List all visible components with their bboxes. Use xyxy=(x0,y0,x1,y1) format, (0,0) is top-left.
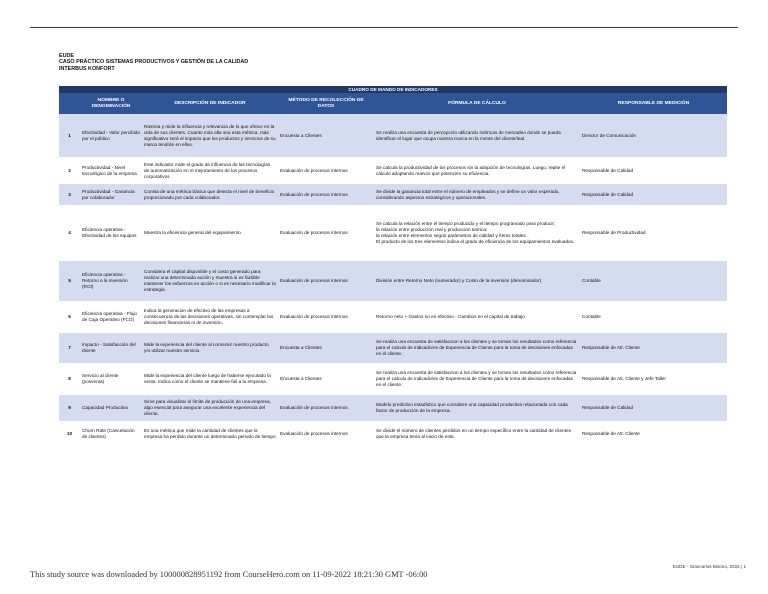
table-row xyxy=(59,301,727,333)
document-header xyxy=(59,53,248,72)
kpi-table xyxy=(59,86,727,446)
indicator-name: Eficiencia operativa - Flujo de Caja Operativo (FCO) xyxy=(80,301,142,333)
column-header-responsible: RESPONSABLE DE MEDICIÓN xyxy=(580,93,727,114)
table-row xyxy=(59,205,727,261)
responsible: Contable xyxy=(580,301,727,333)
responsible: Director de Comunicación xyxy=(580,114,727,157)
collection-method: Evaluación de procesos internos xyxy=(278,395,374,421)
collection-method: Evaluación de procesos internos xyxy=(278,205,374,261)
header-institution: EUDE xyxy=(59,53,74,59)
calculation-formula: Retorno neto + Gastos no en efectivo - Cambios en el capital de trabajo xyxy=(374,301,580,333)
indicator-name: Productividad - Nivel tecnológico de la empresa xyxy=(80,157,142,184)
row-number: 4 xyxy=(59,205,80,261)
column-header-number xyxy=(59,93,80,114)
table-row xyxy=(59,184,727,205)
collection-method: Encuesta a Clientes xyxy=(278,333,374,363)
header-company: INTERBUS KONFORT xyxy=(59,65,115,72)
indicator-description: Mide la experiencia del cliente luego de haberse ejecutado la venta. Indica como el cliente se mantiene fiel a la empresa. xyxy=(142,363,278,395)
column-header-name: NOMBRE O DENOMINACIÓN xyxy=(80,93,142,114)
indicator-description: Es una métrica que mide la cantidad de clientes que la empresa ha perdido durante un determinado periodo de tiempo xyxy=(142,421,278,446)
table-row xyxy=(59,363,727,395)
indicator-description: Indica la generacion de efectivo de las empresas a consecuencia de las decisiones operativas, sin contemplar las decisiones financieras ni de inversión. xyxy=(142,301,278,333)
indicator-name: Eficiencia operativa - Retorno a la inversión (ROI) xyxy=(80,261,142,301)
responsible: Responsable de Calidad xyxy=(580,157,727,184)
indicator-name: Impacto - Satisfacción del cliente xyxy=(80,333,142,363)
responsible: Contable xyxy=(580,261,727,301)
calculation-formula: Se calcula la productividad de los procesos sin la adopción de tecnologías. Luego, repite el cálculo adoptando nuevos que potencien su eficiencia. xyxy=(374,157,580,184)
collection-method: Evaluación de procesos internos xyxy=(278,421,374,446)
header-case-title: CASO PRÁCTICO SISTEMAS PRODUCTIVOS Y GESTIÓN DE LA CALIDAD xyxy=(59,59,249,66)
calculation-formula: Se realiza una encuesta de percepción utilizando métricas de mercadeo donde se pueda identificar el lugar que ocupa nuestra marca en la mente del cliente/leal. xyxy=(374,114,580,157)
row-number: 9 xyxy=(59,395,80,421)
row-number: 8 xyxy=(59,363,80,395)
row-number: 3 xyxy=(59,184,80,205)
collection-method: Evaluación de procesos internos xyxy=(278,261,374,301)
column-header-formula: FÓRMULA DE CÁLCULO xyxy=(374,93,580,114)
indicator-description: Sirve para visualizar el límite de producción de una empresa, algo esencial para asegurar una excelente experiencia del cliente. xyxy=(142,395,278,421)
responsible: Responsable de Calidad xyxy=(580,395,727,421)
collection-method: Evaluación de procesos internos xyxy=(278,184,374,205)
row-number: 1 xyxy=(59,114,80,157)
download-source-notice: This study source was downloaded by 100000828951192 from CourseHero.com on 11-09-2022 18:21:30 GMT -06:00 xyxy=(30,570,428,579)
table-row xyxy=(59,157,727,184)
responsible: Responsable de Att. Cliente y Jefe Taller xyxy=(580,363,727,395)
page-footer: EUDE - Giancarlos Bisono, 2022 | 1 xyxy=(672,564,746,569)
table-row xyxy=(59,261,727,301)
indicator-name: Capacidad Productiva xyxy=(80,395,142,421)
table-row xyxy=(59,114,727,157)
row-number: 7 xyxy=(59,333,80,363)
responsible: Responsable de Calidad xyxy=(580,184,727,205)
responsible: Responsable de Att. Cliente xyxy=(580,333,727,363)
table-row xyxy=(59,421,727,446)
row-number: 10 xyxy=(59,421,80,446)
calculation-formula: Se realiza una encuesta de satisfaccion a los clientes y se toman los resultados como referencia para el calculo de indicadores de Experiencia de Cliente para la toma de decisiones enfocadas en el cliente. xyxy=(374,333,580,363)
calculation-formula: Se divide la ganancia total entre el número de empleados y se define un valor esperado, considerando aspectos estratégicos y operacionales. xyxy=(374,184,580,205)
collection-method: Encuesta a Clientes xyxy=(278,114,374,157)
indicator-description: Muestra la eficiencia general del equipamiento. xyxy=(142,205,278,261)
indicator-name: Efectividad - Valor percibido por el público xyxy=(80,114,142,157)
collection-method: Evaluación de procesos internos xyxy=(278,301,374,333)
calculation-formula: División entre Retorno Neto (numerador) y Costo de la inversión (denominador). xyxy=(374,261,580,301)
calculation-formula: Se realiza una encuesta de satisfaccion a los clientes y se toman los resultados como referencia para el calculo de indicadores de Experiencia de Cliente para la toma de decisiones enfocadas en el cliente. xyxy=(374,363,580,395)
column-header-method: MÉTODO DE RECOLECCIÓN DE DATOS xyxy=(278,93,374,114)
collection-method: Evaluación de procesos internos xyxy=(278,157,374,184)
indicator-name: Productividad - Ganancia por colaborador xyxy=(80,184,142,205)
column-header-description: DESCRIPCIÓN DE INDICADOR xyxy=(142,93,278,114)
row-number: 2 xyxy=(59,157,80,184)
collection-method: Encuesta a Clientes xyxy=(278,363,374,395)
responsible: Responsable de Att. Cliente xyxy=(580,421,727,446)
indicator-name: Servicio al cliente (posventa) xyxy=(80,363,142,395)
indicator-name: Churn Rate (Cancelación de clientes) xyxy=(80,421,142,446)
calculation-formula: Se divide el número de clientes perdidos en un tiempo específico entre la cantidad de clientes que la empresa tenía al inicio de este. xyxy=(374,421,580,446)
indicator-name: Eficiencia operativa - Efectividad de los equipos xyxy=(80,205,142,261)
responsible: Responsable de Productividad xyxy=(580,205,727,261)
top-rule xyxy=(30,27,738,28)
indicator-description: Rastrea y mide la influencia y relevancia de lo que ofrece en la vida de sus clientes. Cuanto más alta sea esta métrica, más significativo será el impacto que los productos y servicios de su marca tendrán en ellos. xyxy=(142,114,278,157)
row-number: 5 xyxy=(59,261,80,301)
table-row xyxy=(59,395,727,421)
calculation-formula: Se calcula la relación entre el tiempo producido y el tiempo programado para producir; la relación entre producción real y producción teórica; la relación entre elementos según parámetros de calidad y ítems totales. El producto de los tres elementos indica el grado de eficiencia de los equipamientos evaluados. xyxy=(374,205,580,261)
row-number: 6 xyxy=(59,301,80,333)
table-title: CUADRO DE MANDO DE INDICADORES xyxy=(59,86,727,93)
indicator-description: Este indicador mide el grado de influencia de las tecnologías de automatización en el mejoramiento de los procesos corporativos xyxy=(142,157,278,184)
indicator-description: Consta de una métrica básica que detecta el nivel de beneficio proporcionado por cada colaborador. xyxy=(142,184,278,205)
calculation-formula: Modelo predictivo estadístico que considere una capacidad productiva relacionada con cada factor de producción de la empresa. xyxy=(374,395,580,421)
indicator-description: Considera el capital disponible y el costo generado para realizar una determinada acción y muestra si es factible mantener los esfuerzos en acción o si es necesario modificar la estrategia xyxy=(142,261,278,301)
table-row xyxy=(59,333,727,363)
indicator-description: Mide la experiencia del cliente al consumir nuestro producto y/o utilizar nuestro servicio. xyxy=(142,333,278,363)
